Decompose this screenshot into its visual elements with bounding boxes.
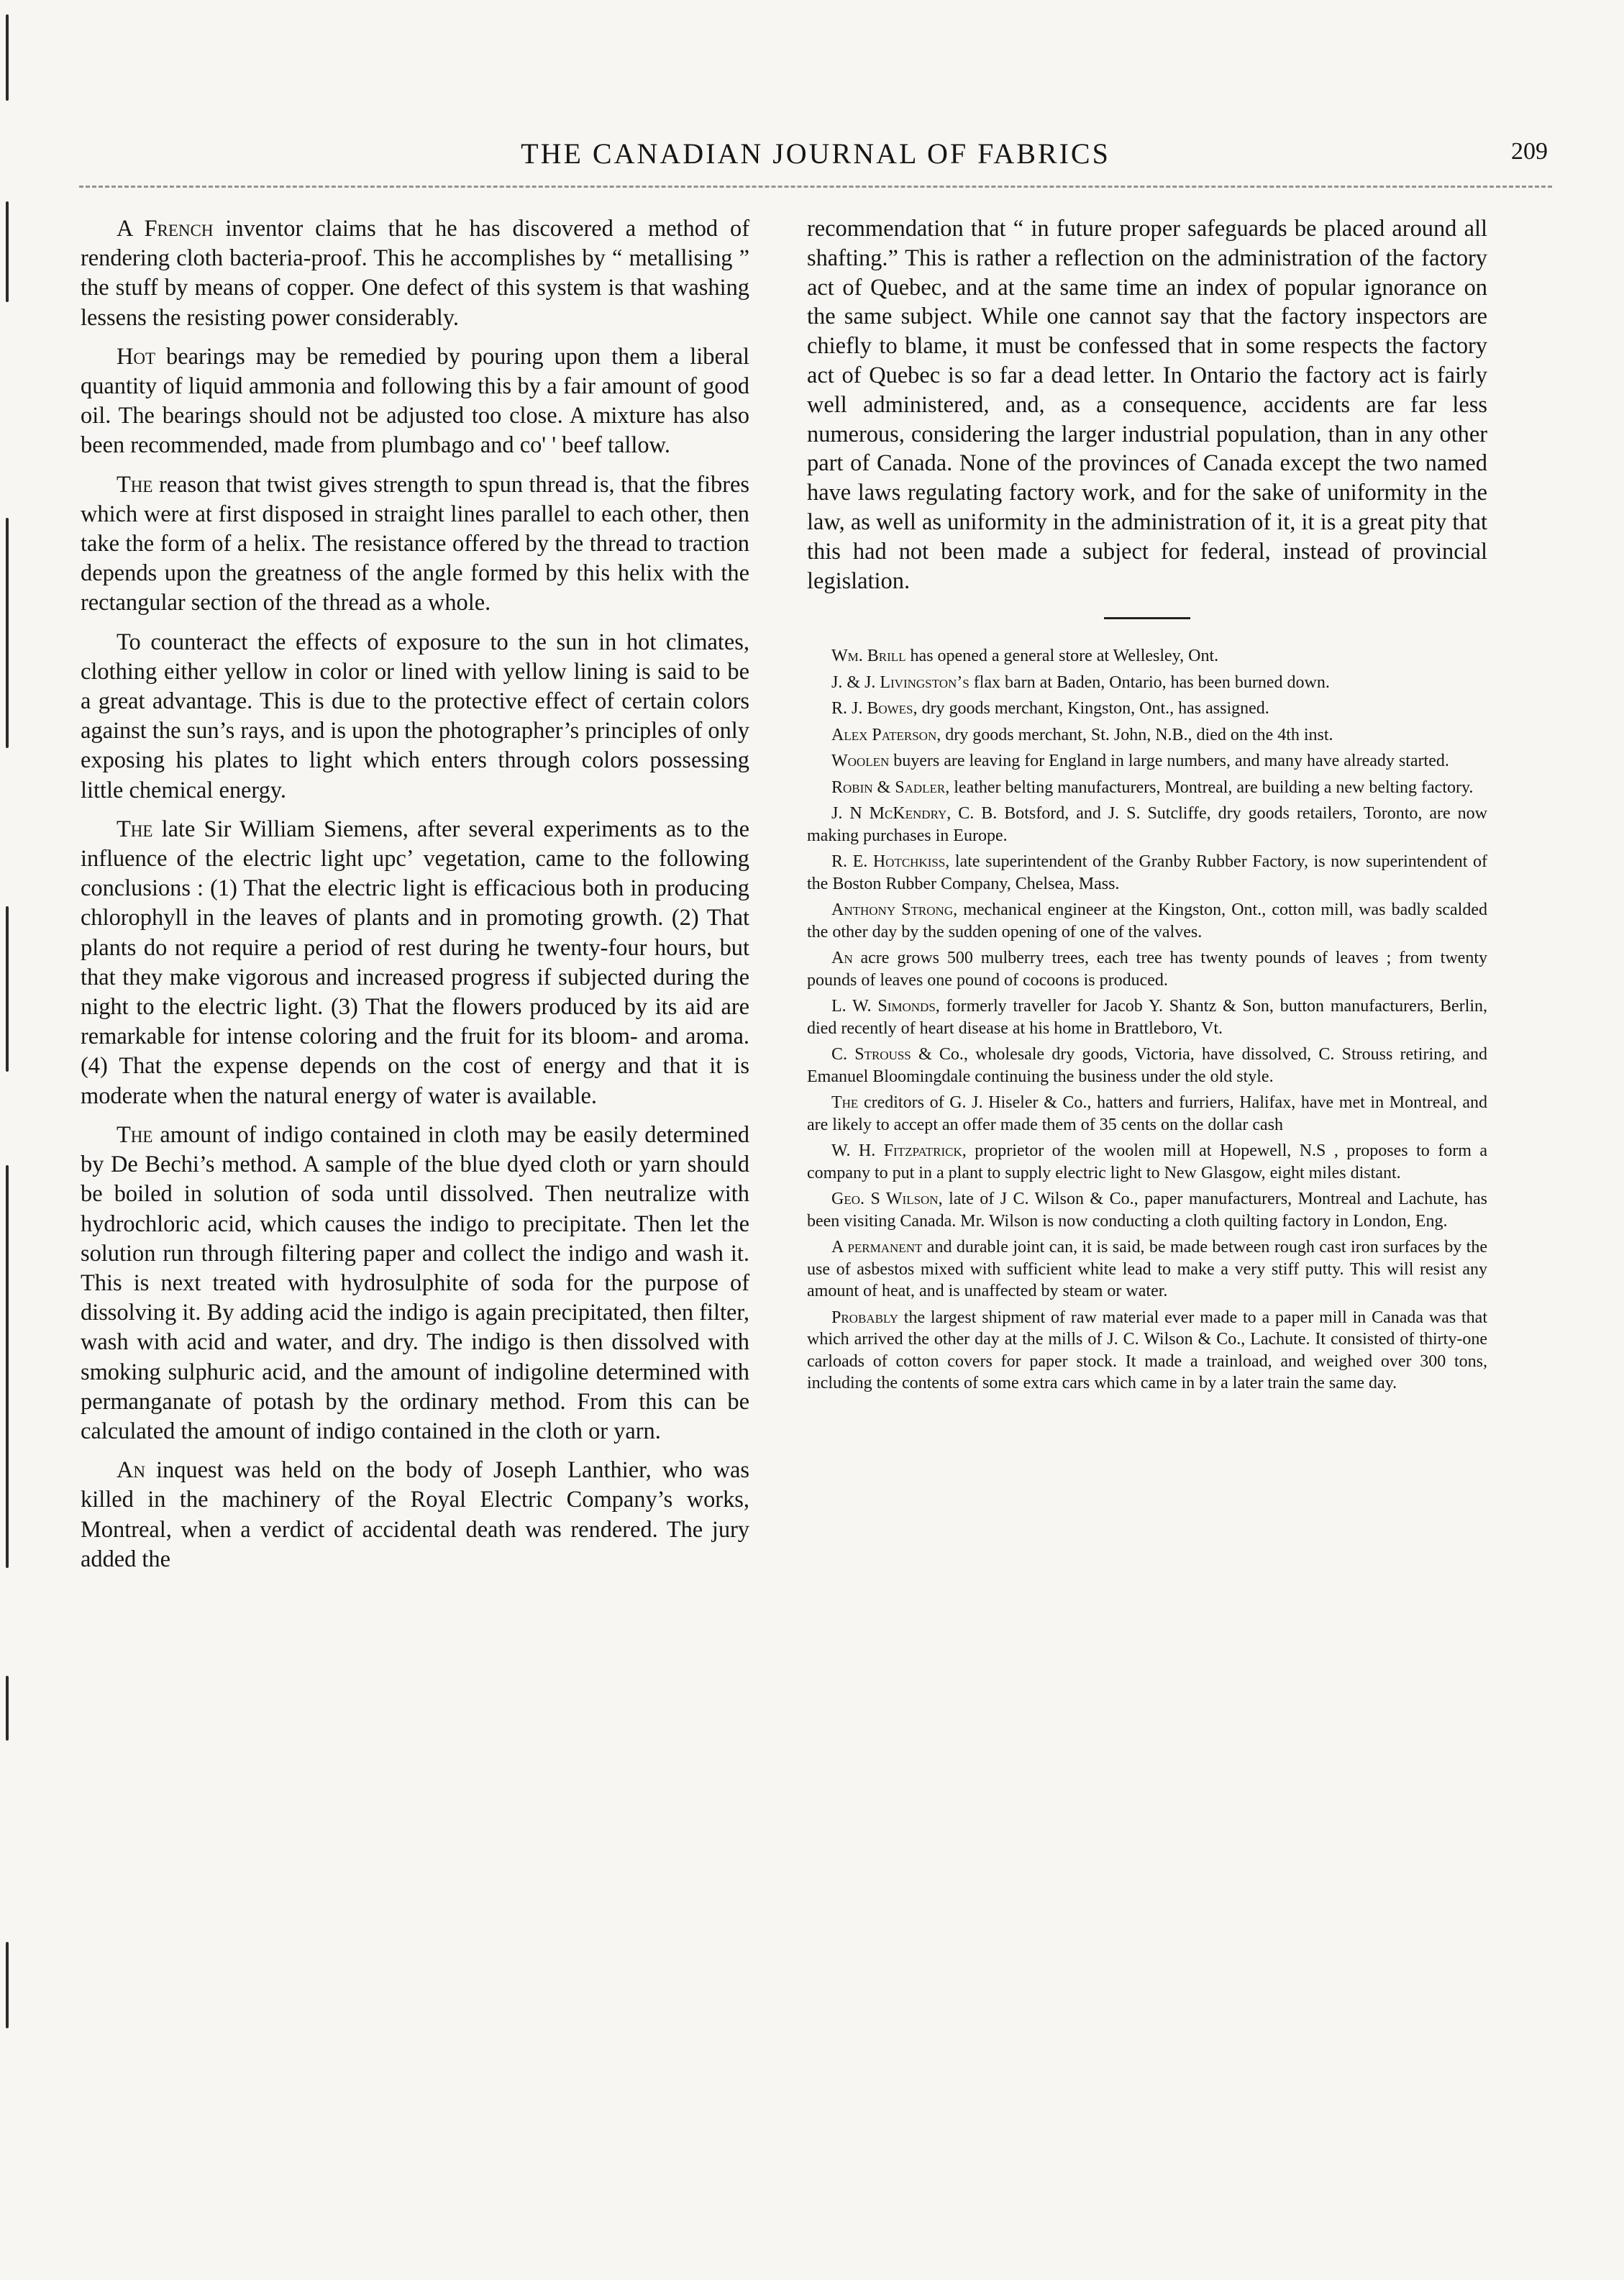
news-item-lead: J. & J. Livingston’s bbox=[831, 672, 970, 692]
news-item bbox=[807, 851, 1487, 895]
news-item-text: has opened a general store at Wellesley, Ont. bbox=[905, 647, 1219, 666]
news-item bbox=[807, 1307, 1487, 1395]
news-item-text: & Co., wholesale dry goods, Victoria, have dissolved, C. Strouss retiring, and Emanuel Bloomingdale continuing the business under the old style. bbox=[807, 1045, 1487, 1086]
news-item-text: buyers are leaving for England in large numbers, and many have already started. bbox=[889, 752, 1449, 771]
news-item-text: flax barn at Baden, Ontario, has been burned down. bbox=[969, 672, 1330, 692]
lead-in: The bbox=[117, 471, 153, 498]
news-item bbox=[807, 645, 1487, 667]
section-divider bbox=[1104, 617, 1190, 619]
scan-edge-mark bbox=[6, 518, 9, 748]
paragraph-text: reason that twist gives strength to spun thread is, that the fibres which were at first disposed in straight lines parallel to each other, then take the form of a helix. The resistance offered by the thread to traction depends upon the greatness of the angle formed by this helix with the rectangular section of the thread as a whole. bbox=[81, 471, 749, 616]
news-item-lead: C. Strouss bbox=[831, 1045, 911, 1064]
news-item-text: , formerly traveller for Jacob Y. Shantz & Son, button manufacturers, Berlin, died recently of heart disease at his home in Brattleboro, Vt. bbox=[807, 997, 1487, 1038]
news-item-text: , dry goods merchant, Kingston, Ont., has assigned. bbox=[913, 699, 1269, 719]
article-paragraph bbox=[81, 214, 749, 333]
news-item-lead: W. H. Fitzpatrick bbox=[831, 1141, 962, 1161]
news-item-lead: Anthony Strong bbox=[831, 900, 954, 920]
news-item-lead: R. J. Bowes bbox=[831, 699, 913, 719]
paragraph-text: inquest was held on the body of Joseph Lanthier, who was killed in the machinery of the Royal Electric Company’s works, Montreal, when a verdict of accidental death was rendered. The jury added the bbox=[81, 1457, 749, 1572]
scan-edge-mark bbox=[6, 14, 9, 101]
news-item bbox=[807, 1236, 1487, 1303]
header-rule bbox=[79, 186, 1552, 188]
news-item-text: , leather belting manufacturers, Montreal, are building a new belting factory. bbox=[945, 778, 1474, 797]
news-item-text: , mechanical engineer at the Kingston, Ont., cotton mill, was badly scalded the other day by the sudden opening of one of the valves. bbox=[807, 900, 1487, 941]
scan-edge-mark bbox=[6, 1676, 9, 1741]
news-item bbox=[807, 1188, 1487, 1232]
news-item-lead: A permanent bbox=[831, 1238, 923, 1257]
news-item bbox=[807, 1140, 1487, 1184]
news-item-lead: Robin & Sadler bbox=[831, 778, 946, 797]
right-column bbox=[807, 214, 1487, 1395]
article-paragraph bbox=[81, 470, 749, 619]
news-item bbox=[807, 672, 1487, 694]
news-item-text: , late superintendent of the Granby Rubber Factory, is now superintendent of the Boston Rubber Company, Chelsea, Mass. bbox=[807, 852, 1487, 893]
scan-edge-mark bbox=[6, 1942, 9, 2028]
news-item bbox=[807, 1044, 1487, 1087]
article-paragraph bbox=[81, 1456, 749, 1574]
news-item-text: , dry goods merchant, St. John, N.B., died on the 4th inst. bbox=[936, 725, 1333, 744]
scan-edge-mark bbox=[6, 906, 9, 1072]
news-item-text: , proprietor of the woolen mill at Hopewell, N.S , proposes to form a company to put in a plant to supply electric light to New Glasgow, eight miles distant. bbox=[807, 1141, 1487, 1182]
news-item-lead: J. N McKendry bbox=[831, 804, 947, 824]
news-item bbox=[807, 803, 1487, 847]
paragraph-text: bearings may be remedied by pouring upon them a liberal quantity of liquid ammonia and following this by a fair amount of good oil. The bearings should not be adjusted too close. A mixture has also been recommended, made from plumbago and co' ' beef tallow. bbox=[81, 343, 749, 459]
news-item-text: and durable joint can, it is said, be made between rough cast iron surfaces by the use of asbestos mixed with sufficient white lead to make a very stiff putty. This will resist any amount of heat, and is unaffected by steam or water. bbox=[807, 1238, 1487, 1301]
news-item-text: , C. B. Botsford, and J. S. Sutcliffe, dry goods retailers, Toronto, are now making purchases in Europe. bbox=[807, 804, 1487, 845]
news-item-text: the largest shipment of raw material ever made to a paper mill in Canada was that which arrived the other day at the mills of J. C. Wilson & Co., Lachute. It consisted of thirty-one carloads of cotton covers for paper stock. It made a trainload, and weighed over 300 tons, including the contents of some extra cars which came in by a later train the same day. bbox=[807, 1308, 1487, 1393]
lead-in: The bbox=[117, 816, 153, 842]
paragraph-text: inventor claims that he has discovered a method of rendering cloth bacteria-proof. This he accomplishes by “ metallising ” the stuff by means of copper. One defect of this system is that washing lessens the resisting power considerably. bbox=[81, 216, 749, 331]
news-item-lead: R. E. Hotchkiss bbox=[831, 852, 946, 872]
news-item-text: acre grows 500 mulberry trees, each tree has twenty pounds of leaves ; from twenty pounds of leaves one pound of cocoons is produced. bbox=[807, 949, 1487, 990]
news-item-lead: Wm. Brill bbox=[831, 647, 906, 666]
news-item bbox=[807, 1092, 1487, 1136]
news-item bbox=[807, 698, 1487, 720]
article-paragraph bbox=[81, 342, 749, 461]
journal-title: THE CANADIAN JOURNAL OF FABRICS bbox=[521, 137, 1110, 170]
lead-in: The bbox=[117, 1121, 153, 1148]
news-notes bbox=[807, 645, 1487, 1395]
article-paragraph bbox=[81, 815, 749, 1111]
news-item bbox=[807, 724, 1487, 747]
news-item bbox=[807, 995, 1487, 1039]
article-paragraph bbox=[81, 1121, 749, 1446]
news-item-lead: Geo. S Wilson bbox=[831, 1190, 939, 1209]
article-paragraph: recommendation that “ in future proper safeguards be placed around all shafting.” This is rather a reflection on the administration of the factory act of Quebec, and at the same time an index of popular ignorance on the same subject. While one cannot say that the factory inspectors are chiefly to blame, it must be confessed that in some respects the factory act of Quebec is so far a dead letter. In Ontario the factory act is fairly well administered, and, as a consequence, accidents are far less numerous, considering the larger industrial population, than in any other part of Canada. None of the provinces of Canada except the two named have laws regulating factory work, and for the sake of uniformity in the law, as well as uniformity in the administration of it, it is a great pity that this had not been made a subject for federal, instead of provincial legislation. bbox=[807, 216, 1487, 594]
page-number: 209 bbox=[1511, 138, 1548, 165]
lead-in: A French bbox=[117, 216, 214, 242]
news-item bbox=[807, 947, 1487, 991]
news-item-lead: Alex Paterson bbox=[831, 725, 937, 744]
lead-in: Hot bbox=[117, 343, 156, 370]
news-item-text: creditors of G. J. Hiseler & Co., hatters and furriers, Halifax, have met in Montreal, and are likely to accept an offer made them of 35 cents on the dollar cash bbox=[807, 1093, 1487, 1134]
news-item bbox=[807, 899, 1487, 943]
scan-edge-mark bbox=[6, 201, 9, 302]
paragraph-text: late Sir William Siemens, after several experiments as to the influence of the electric light upcʼ vegetation, came to the following conclusions : (1) That the electric light is efficacious both in producing chlorophyll in the leaves of plants and in promoting growth. (2) That plants do not require a period of rest during he twenty-four hours, but that they make vigorous and increased progress if subjected during the night to the electric light. (3) That the flowers produced by its aid are remarkable for intense coloring and the fruit for its bloom- and aroma. (4) That the expense depends on the cost of energy and that it is moderate when the natural energy of water is available. bbox=[81, 816, 749, 1109]
news-item-lead: Woolen bbox=[831, 752, 890, 771]
page-header bbox=[79, 137, 1552, 187]
scan-edge-mark bbox=[6, 1165, 9, 1568]
news-item bbox=[807, 777, 1487, 799]
lead-in: An bbox=[117, 1457, 146, 1484]
article-paragraph: To counteract the effects of exposure to the sun in hot climates, clothing either yellow in color or lined with yellow lining is said to be a great advantage. This is due to the protective effect of certain colors against the sun’s rays, and is upon the photographer’s principles of only exposing his plates to light which enters through colors possessing little chemical energy. bbox=[81, 629, 749, 803]
continued-article bbox=[807, 214, 1487, 596]
paragraph-text: amount of indigo contained in cloth may be easily determined by De Bechi’s method. A sample of the blue dyed cloth or yarn should be boiled in solution of soda until dissolved. Then neutralize with hydrochloric acid, which causes the indigo to precipitate. Then let the solution run through filtering paper and collect the indigo and wash it. This is next treated with hydrosulphite of soda for the purpose of dissolving it. By adding acid the indigo is again precipitated, then filter, wash with acid and water, and dry. The indigo is then dissolved with smoking sulphuric acid, and the amount of indigoline determined with permanganate of potash by the ordinary method. From this can be calculated the amount of indigo contained in the cloth or yarn. bbox=[81, 1121, 749, 1444]
left-column bbox=[81, 214, 749, 1574]
news-item-text: , late of J C. Wilson & Co., paper manufacturers, Montreal and Lachute, has been visiting Canada. Mr. Wilson is now conducting a cloth quilting factory in London, Eng. bbox=[807, 1190, 1487, 1231]
news-item-lead: Probably bbox=[831, 1308, 898, 1327]
news-item bbox=[807, 750, 1487, 772]
news-item-lead: The bbox=[831, 1093, 859, 1113]
news-item-lead: L. W. Simonds bbox=[831, 997, 936, 1016]
news-item-lead: An bbox=[831, 949, 853, 968]
